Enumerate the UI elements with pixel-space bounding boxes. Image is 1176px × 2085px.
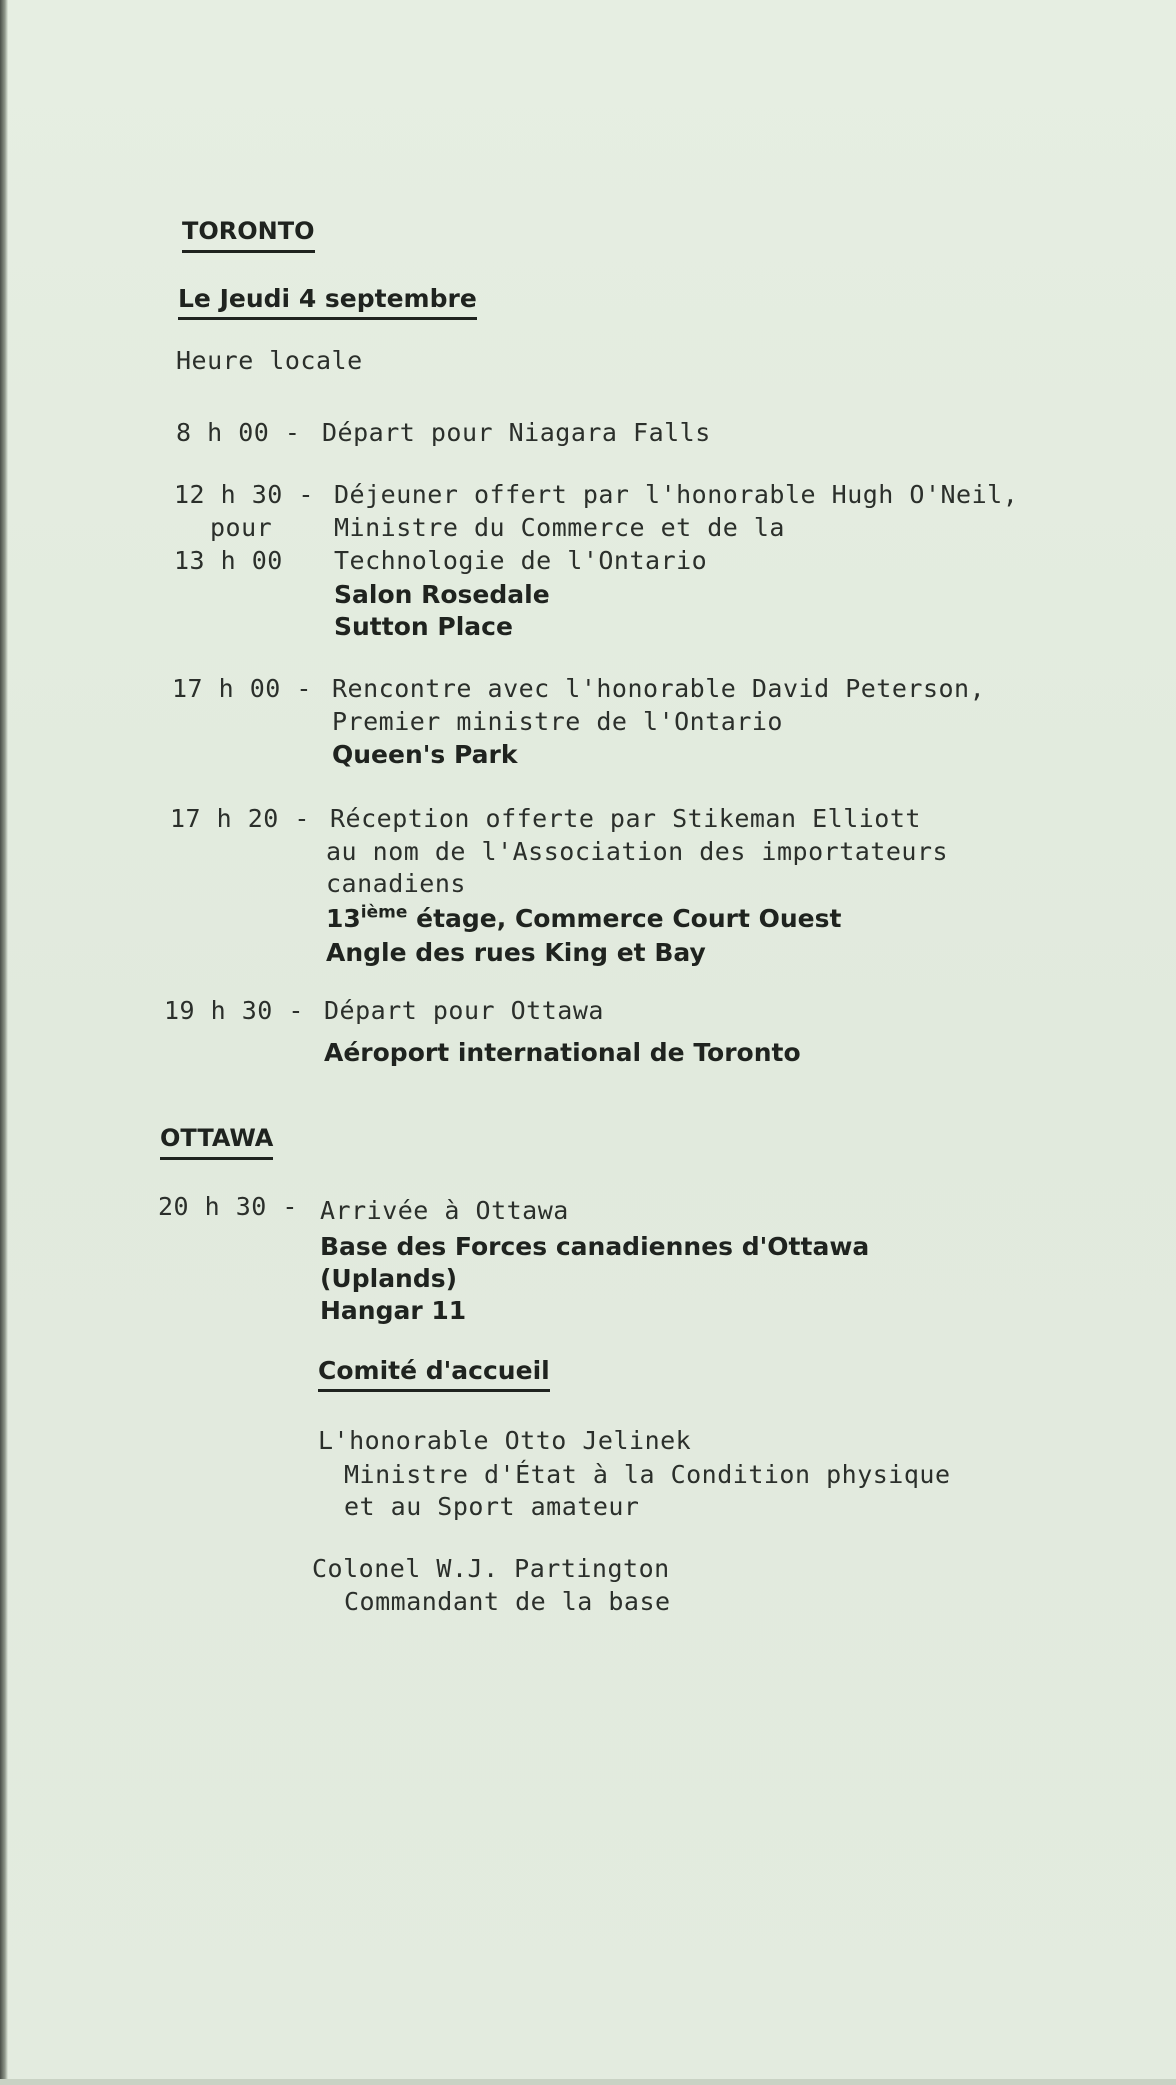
event-description: Réception offerte par Stikeman Elliott	[330, 804, 921, 833]
event-location: Angle des rues King et Bay	[326, 938, 706, 967]
event-location: 13ième étage, Commerce Court Ouest	[326, 902, 842, 933]
event-location: Queen's Park	[332, 740, 518, 769]
committee-member-role: et au Sport amateur	[344, 1492, 640, 1521]
event-description: Rencontre avec l'honorable David Peterson,	[332, 674, 986, 703]
event-time: 12 h 30 -	[174, 480, 314, 509]
event-time: 8 h 00 -	[176, 418, 301, 447]
event-time: 20 h 30 -	[158, 1192, 298, 1221]
event-location: Sutton Place	[334, 612, 513, 641]
event-time-end: 13 h 00	[174, 546, 283, 575]
event-location: (Uplands)	[320, 1264, 458, 1293]
committee-member-name: Colonel W.J. Partington	[312, 1554, 670, 1583]
event-description: canadiens	[326, 869, 466, 898]
event-time-pour: pour	[210, 513, 273, 542]
event-description: Premier ministre de l'Ontario	[332, 707, 783, 736]
page-bottom-edge	[0, 2079, 1176, 2085]
event-description: Départ pour Niagara Falls	[322, 418, 711, 447]
event-location: Hangar 11	[320, 1296, 467, 1325]
date-heading: Le Jeudi 4 septembre	[178, 282, 477, 320]
event-description: Ministre du Commerce et de la	[334, 513, 785, 542]
event-time: 17 h 20 -	[170, 804, 310, 833]
event-description: Déjeuner offert par l'honorable Hugh O'Neil,	[334, 480, 1019, 509]
event-location: Base des Forces canadiennes d'Ottawa	[320, 1232, 870, 1261]
committee-heading: Comité d'accueil	[318, 1354, 550, 1392]
event-time: 19 h 30 -	[164, 996, 304, 1025]
committee-member-role: Commandant de la base	[344, 1587, 671, 1616]
page-left-edge	[0, 0, 8, 2085]
committee-member-name: L'honorable Otto Jelinek	[318, 1426, 692, 1455]
committee-member-role: Ministre d'État à la Condition physique	[344, 1460, 951, 1489]
event-description: Départ pour Ottawa	[324, 996, 604, 1025]
event-location: Salon Rosedale	[334, 580, 550, 609]
event-time: 17 h 00 -	[172, 674, 312, 703]
time-note: Heure locale	[176, 346, 363, 375]
section-heading-ottawa: OTTAWA	[160, 1122, 273, 1160]
event-description: Arrivée à Ottawa	[320, 1196, 569, 1225]
event-location: Aéroport international de Toronto	[324, 1038, 801, 1067]
event-description: au nom de l'Association des importateurs	[326, 837, 949, 866]
event-description: Technologie de l'Ontario	[334, 546, 708, 575]
section-heading-toronto: TORONTO	[182, 215, 315, 253]
